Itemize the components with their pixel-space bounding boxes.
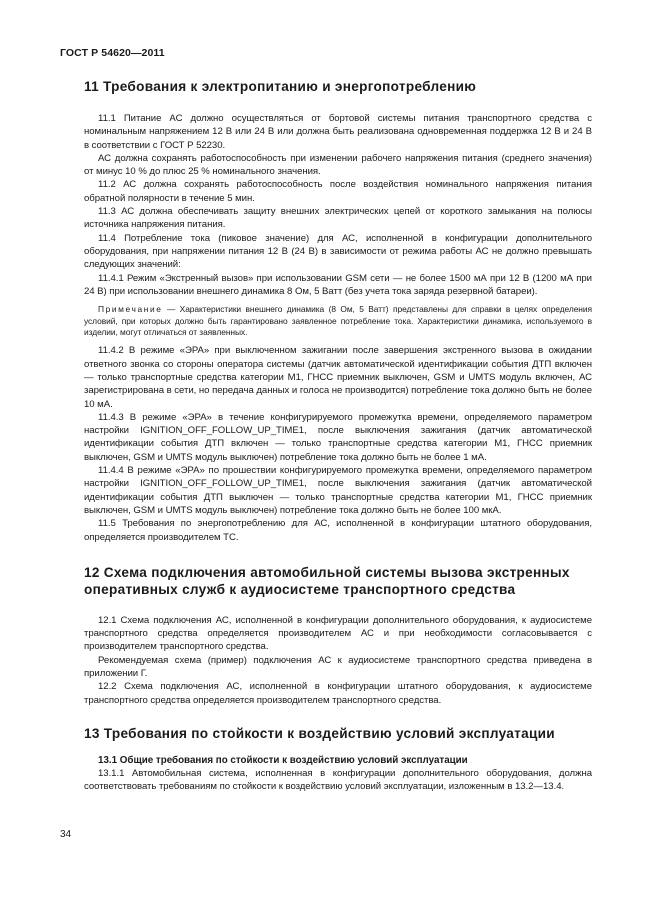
paragraph-11-4-4: 11.4.4 В режиме «ЭРА» по прошествии конфигурируемого промежутка времени, определяемого параметром настройки IGNITION_OFF_FOLLOW_UP_TIME1, после выключения зажигания (датчик автоматической идентификации события ДТП выключен — только транспортные средства категории М1, ГНСС приемник выключен, GSM и UMTS модуль выключен) потребление тока должно быть не более 100 мкА. (84, 465, 592, 516)
section-12-title: 12 Схема подключения автомобильной системы вызова экстренных оперативных служб к аудиосистеме транспортного средства (84, 564, 570, 597)
paragraph-12-1: 12.1 Схема подключения АС, исполненной в конфигурации дополнительного оборудования, к аудиосистеме транспортного средства определяется производителем АС и при необходимости согласовывается с производителем транспортного средства. (84, 614, 592, 653)
note-label: Примечание (98, 304, 163, 315)
paragraph-11-4-1: 11.4.1 Режим «Экстренный вызов» при использовании GSM сети — не более 1500 мА при 12 В (1200 мА при 24 В) при использовании внешнего динамика 8 Ом, 5 Ватт (без учета тока заряда резервной батареи). (84, 272, 592, 297)
paragraph-11-3: 11.3 АС должна обеспечивать защиту внешних электрических цепей от короткого замыкания на полюсы источника напряжения питания. (84, 206, 592, 231)
standard-header: ГОСТ Р 54620—2011 (60, 47, 165, 59)
note-paragraph (84, 304, 592, 338)
paragraph-12-2: 12.2 Схема подключения АС, исполненной в конфигурации штатного оборудования, к аудиосистеме транспортного средства определяется производителем транспортного средства. (84, 681, 592, 706)
paragraph-11-4: 11.4 Потребление тока (пиковое значение) для АС, исполненной в конфигурации дополнительного оборудования, при напряжении питания 12 В (24 В) в зависимости от режима работы АС не должно превышать следующих значений: (84, 232, 592, 271)
paragraph-13-1-1: 13.1.1 Автомобильная система, исполненная в конфигурации дополнительного оборудования, должна соответствовать требованиям по стойкости к воздействию условий эксплуатации, изложенным в 13.2—13.4. (84, 767, 592, 793)
paragraph-11-1: 11.1 Питание АС должно осуществляться от бортовой системы питания транспортного средства с номинальным напряжением 12 В или 24 В или должна быть реализована одновременная поддержка 12 В и 24 В в соответствии с ГОСТ Р 52230. (84, 113, 592, 151)
paragraph-11-4-2: 11.4.2 В режиме «ЭРА» при выключенном зажигании после завершения экстренного вызова в ожидании ответного звонка со стороны оператора системы (датчик автоматической идентификации события ДТП включен — только транспортные средства категории М1, ГНСС приемник выключен, GSM и UMTS модуль включен, АС зарегистрирована в сети, но передача данных и голоса не производится) потребление тока должно быть не более 10 мА. (84, 345, 592, 410)
note-text: — Характеристики внешнего динамика (8 Ом, 5 Ватт) представлены для справки в целях определения условий, при которых должно быть гарантировано заявленное потребление тока. Характеристики динамика, используемого в изделии, могут отличаться от заявленных. (84, 304, 592, 337)
paragraph-11-5: 11.5 Требования по энергопотреблению для АС, исполненной в конфигурации штатного оборудования, определяется производителем ТС. (84, 518, 592, 543)
subsection-13-1-title: 13.1 Общие требования по стойкости к воздействию условий эксплуатации (98, 754, 468, 766)
paragraph-11-4-3: 11.4.3 В режиме «ЭРА» в течение конфигурируемого промежутка времени, определяемого параметром настройки IGNITION_OFF_FOLLOW_UP_TIME1, после выключения зажигания (датчик автоматической идентификации события ДТП включен — только транспортные средства категории М1, ГНСС приемник выключен, GSM и UMTS модуль выключен) потребление тока должно быть не более 1 мА. (84, 411, 592, 463)
section-11-title: 11 Требования к электропитанию и энергопотреблению (84, 79, 477, 94)
page-content (84, 78, 592, 794)
paragraph-11-1-voltage-range: АС должна сохранять работоспособность при изменении рабочего напряжения питания (среднего значения) от минус 10 % до плюс 25 % номинального значения. (84, 152, 592, 178)
page-number: 34 (60, 829, 72, 840)
paragraph-12-1-recommended: Рекомендуемая схема (пример) подключения АС к аудиосистеме транспортного средства приведена в приложении Г. (84, 654, 592, 680)
section-13-title: 13 Требования по стойкости к воздействию условий эксплуатации (84, 725, 555, 741)
paragraph-11-2: 11.2 АС должна сохранять работоспособность после воздействия номинального напряжения питания обратной полярности в течение 5 мин. (84, 179, 592, 204)
